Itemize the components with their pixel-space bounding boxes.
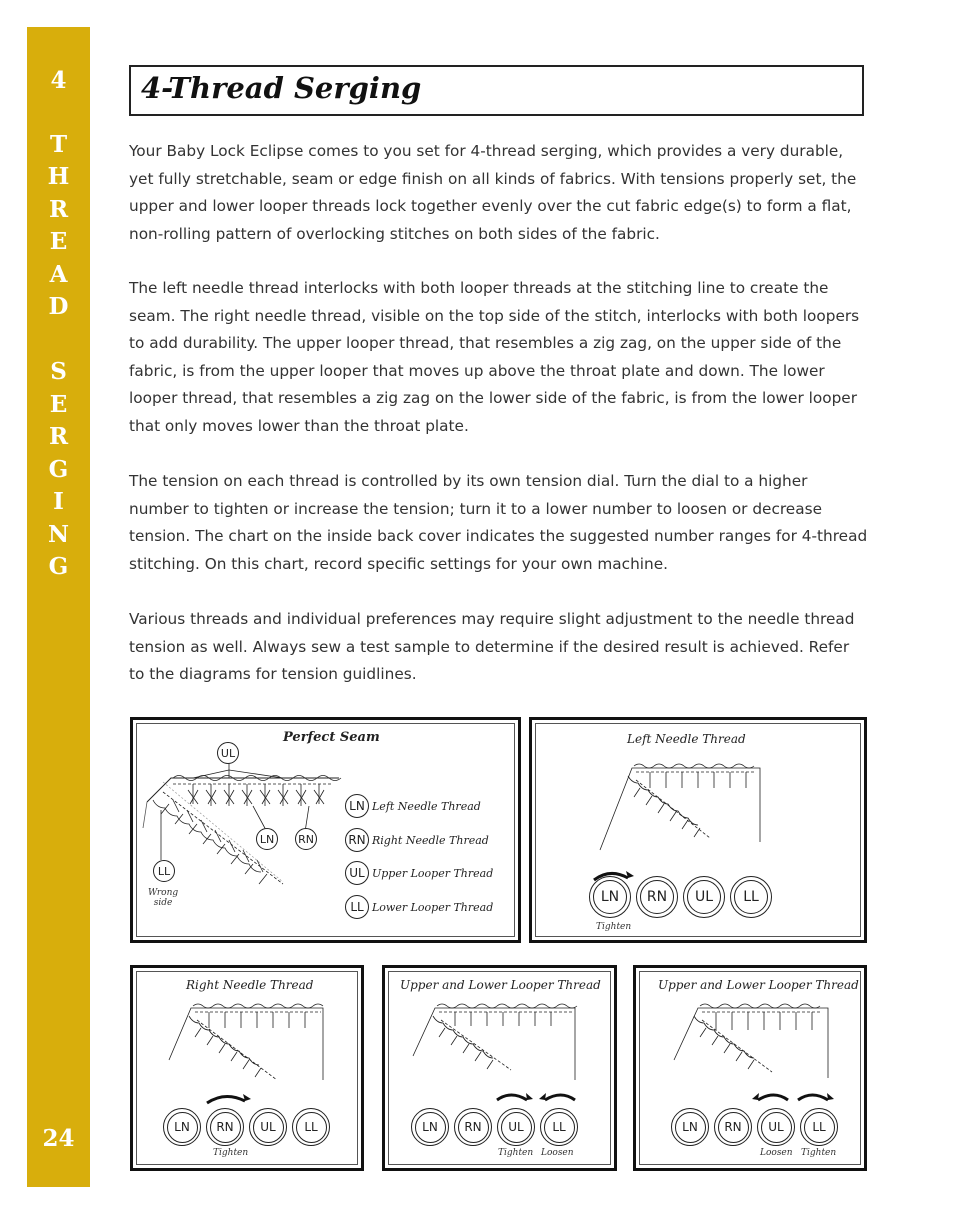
ll-badge: LL — [345, 895, 369, 919]
rn-dial — [714, 1108, 752, 1146]
sidebar-letter: H — [47, 163, 70, 190]
sidebar-letter: D — [48, 293, 69, 320]
ln-badge: LN — [345, 794, 369, 818]
right-needle-panel — [130, 965, 364, 1171]
left-needle-panel — [529, 717, 867, 943]
ul-dial — [497, 1108, 535, 1146]
legend-label: Right Needle Thread — [372, 833, 489, 847]
dial-label: RN — [210, 1112, 241, 1143]
sidebar-letter: T — [49, 131, 68, 158]
dial-label: UL — [687, 880, 721, 914]
body-paragraph: The left needle thread interlocks with both looper threads at the stitching line to create the seam. The right needle thread, visible on the top side of the stitch, interlocks with both loopers to add durability. The upper looper thread, that resembles a zig zag, on the upper side of the fabric, is from the upper looper that moves up above the throat plate and down. The lower looper thread, that resembles a zig zag on the lower side of the fabric, is from the lower looper that only moves lower than the throat plate. — [129, 279, 860, 435]
rn-dial — [454, 1108, 492, 1146]
dial-label: LL — [804, 1112, 835, 1143]
sidebar-letter: E — [49, 228, 68, 255]
ll-dial — [292, 1108, 330, 1146]
sidebar-letter: E — [49, 391, 68, 418]
rn-dial — [206, 1108, 244, 1146]
stitch-diagram — [636, 968, 870, 1174]
perfect-seam-panel — [130, 717, 521, 943]
tighten-caption: Tighten — [801, 1148, 837, 1158]
body-paragraph: Your Baby Lock Eclipse comes to you set for 4-thread serging, which provides a very durable, yet fully stretchable, seam or edge finish on all kinds of fabrics. With tensions properly set, the upper and lower looper threads lock together evenly over the cut fabric edge(s) to form a flat, non-rolling pattern of overlocking stitches on both sides of the fabric. — [129, 142, 857, 243]
ul-dial — [249, 1108, 287, 1146]
dial-label: LL — [734, 880, 768, 914]
ul-dial — [683, 876, 725, 918]
page-title: 4-Thread Serging — [141, 71, 422, 105]
dial-label: RN — [640, 880, 674, 914]
ul-badge: UL — [345, 861, 369, 885]
page-number: 24 — [42, 1125, 75, 1152]
panel-title: Upper and Lower Looper Thread — [400, 978, 601, 992]
dial-label: LL — [544, 1112, 575, 1143]
dial-label: UL — [761, 1112, 792, 1143]
panel-title: Perfect Seam — [283, 730, 380, 745]
dial-label: UL — [253, 1112, 284, 1143]
upper-lower-looper-panel-1 — [382, 965, 617, 1171]
ln-dial — [589, 876, 631, 918]
upper-lower-looper-panel-2 — [633, 965, 867, 1171]
panel-title: Right Needle Thread — [186, 978, 314, 992]
sidebar-letter: I — [53, 488, 64, 515]
legend-item — [345, 793, 481, 819]
wrong-side-label: Wrong side — [148, 888, 179, 908]
ln-dial — [163, 1108, 201, 1146]
body-paragraph: The tension on each thread is controlled by its own tension dial. Turn the dial to a higher number to tighten or increase the tension; turn it to a lower number to loosen or decrease tension. The chart on the inside back cover indicates the suggested number ranges for 4-thread stitching. On this chart, record specific settings for your own machine. — [129, 472, 868, 573]
loosen-caption: Loosen — [541, 1148, 574, 1158]
legend-item — [345, 860, 493, 886]
sidebar-letter: R — [48, 423, 69, 450]
ln-dial — [671, 1108, 709, 1146]
tag-ul: UL — [217, 742, 239, 764]
sidebar-letter: R — [48, 196, 69, 223]
ln-dial — [411, 1108, 449, 1146]
dial-label: RN — [458, 1112, 489, 1143]
ll-dial — [800, 1108, 838, 1146]
legend-item — [345, 827, 489, 853]
ll-dial — [540, 1108, 578, 1146]
sidebar-letter: G — [48, 456, 69, 483]
tighten-caption: Tighten — [213, 1148, 249, 1158]
ul-dial — [757, 1108, 795, 1146]
rn-dial — [636, 876, 678, 918]
panel-title: Left Needle Thread — [627, 732, 746, 746]
dial-label: RN — [718, 1112, 749, 1143]
panel-title: Upper and Lower Looper Thread — [658, 978, 859, 992]
tighten-caption: Tighten — [596, 922, 632, 932]
sidebar-letter: G — [48, 553, 69, 580]
title-box — [129, 65, 864, 116]
sidebar-letter: A — [49, 261, 68, 288]
sidebar-letter: N — [47, 521, 70, 548]
legend-label: Upper Looper Thread — [372, 866, 494, 880]
body-paragraph: Various threads and individual preferences may require slight adjustment to the needle thread tension as well. Always sew a test sample to determine if the desired result is achieved. Refer to the diagrams for tension guidlines. — [129, 610, 855, 683]
rn-badge: RN — [345, 828, 369, 852]
dial-label: LN — [675, 1112, 706, 1143]
sidebar-letter: S — [50, 358, 67, 385]
stitch-diagram — [133, 968, 367, 1174]
legend-label: Left Needle Thread — [372, 799, 481, 813]
dial-label: LN — [167, 1112, 198, 1143]
legend-item — [345, 894, 493, 920]
tighten-caption: Tighten — [498, 1148, 534, 1158]
ll-dial — [730, 876, 772, 918]
dial-label: UL — [501, 1112, 532, 1143]
loosen-caption: Loosen — [760, 1148, 793, 1158]
chapter-sidebar — [27, 27, 90, 1187]
tag-ln: LN — [256, 828, 278, 850]
sidebar-letter: 4 — [50, 67, 67, 94]
legend-label: Lower Looper Thread — [372, 900, 494, 914]
dial-label: LN — [593, 880, 627, 914]
tag-ll: LL — [153, 860, 175, 882]
dial-label: LL — [296, 1112, 327, 1143]
dial-label: LN — [415, 1112, 446, 1143]
tag-rn: RN — [295, 828, 317, 850]
